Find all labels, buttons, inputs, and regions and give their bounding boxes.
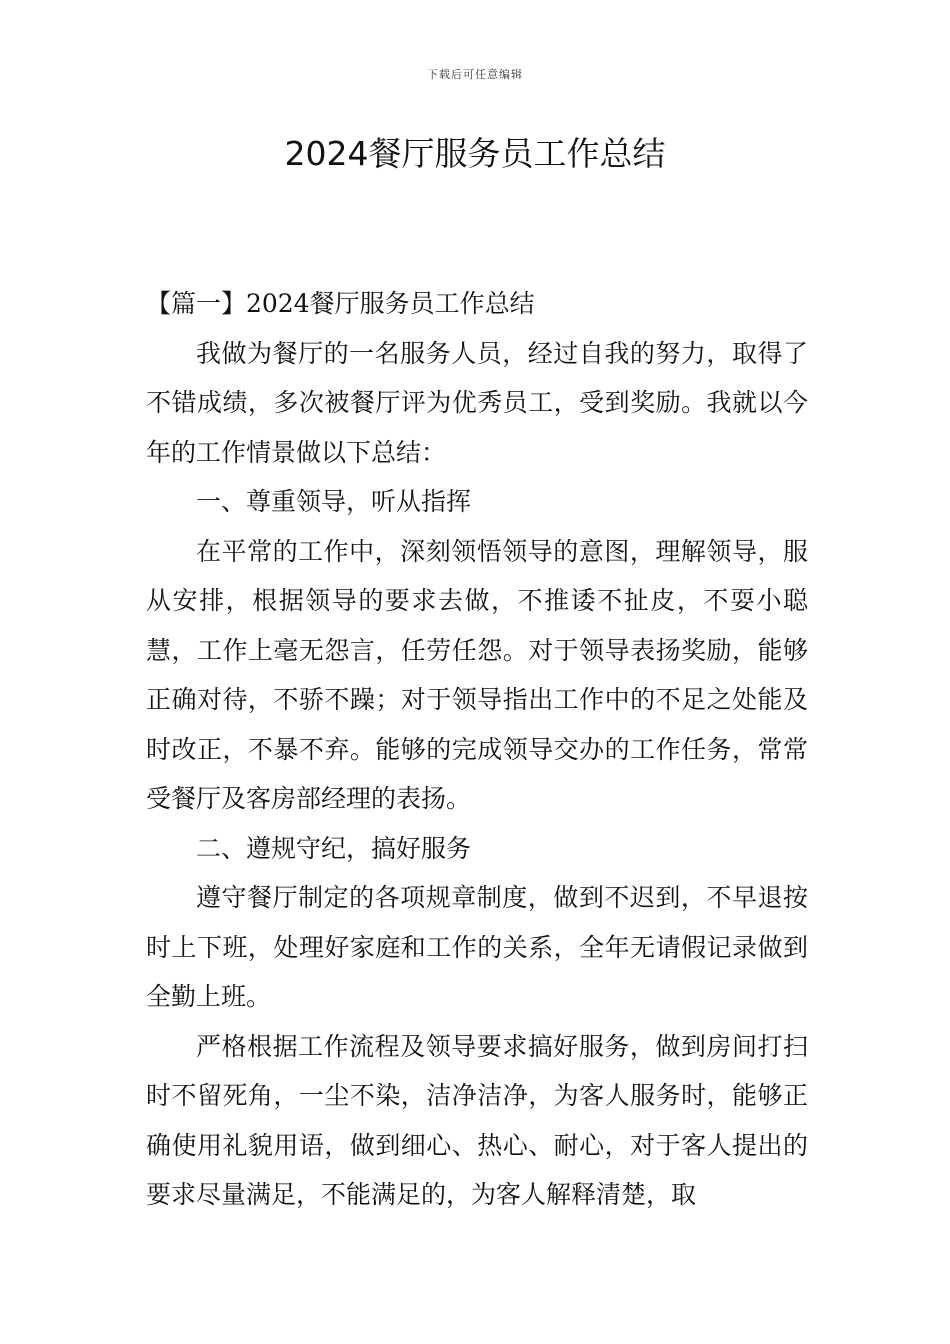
section-heading: 【篇一】2024餐厅服务员工作总结 <box>146 289 535 318</box>
paragraph-intro: 我做为餐厅的一名服务人员，经过自我的努力，取得了不错成绩，多次被餐厅评为优秀员工，受到奖励。我就以今年的工作情景做以下总结： <box>146 338 808 467</box>
document-body <box>146 279 808 1220</box>
document-title: 2024餐厅服务员工作总结 <box>284 134 666 173</box>
subheading-respect-leadership: 一、尊重领导，听从指挥 <box>196 487 472 516</box>
header-note: 下载后可任意编辑 <box>427 68 523 81</box>
paragraph-attendance: 遵守餐厅制定的各项规章制度，做到不迟到，不早退按时上下班，处理好家庭和工作的关系，全年无请假记录做到全勤上班。 <box>146 883 808 1011</box>
subheading-discipline-service: 二、遵规守纪，搞好服务 <box>196 833 472 863</box>
paragraph-leadership: 在平常的工作中，深刻领悟领导的意图，理解领导，服从安排，根据领导的要求去做，不推诿不扯皮，不耍小聪慧，工作上毫无怨言，任劳任怨。对于领导表扬奖励，能够正确对待，不骄不躁；对于领导指出工作中的不足之处能及时改正，不暴不弃。能够的完成领导交办的工作任务，常常受餐厅及客房部经理的表扬。 <box>146 536 808 813</box>
paragraph-service: 严格根据工作流程及领导要求搞好服务，做到房间打扫时不留死角，一尘不染，洁净洁净，为客人服务时，能够正确使用礼貌用语，做到细心、热心、耐心，对于客人提出的要求尽量满足，不能满足的，为客人解释清楚，取 <box>146 1031 808 1209</box>
